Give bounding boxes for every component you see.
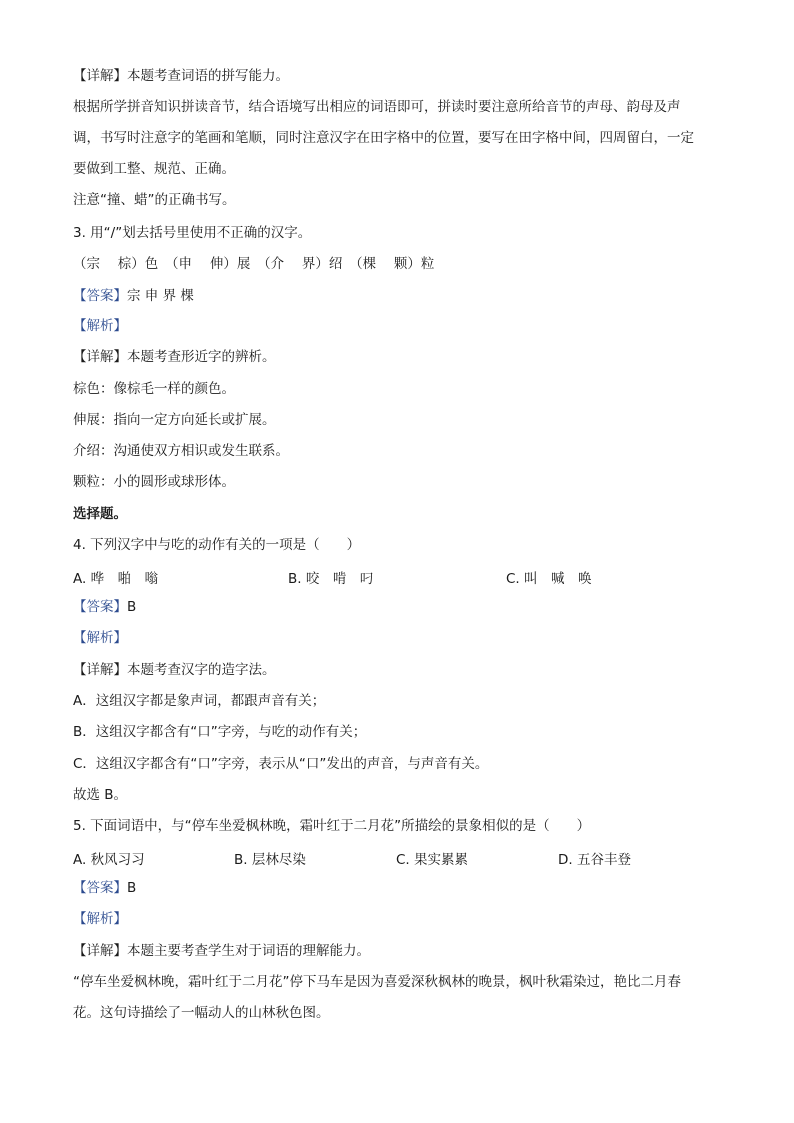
detail-tag: 【详解】 [73, 349, 127, 365]
answer-text: B [127, 599, 137, 615]
q2-para-line-2: 调，书写时注意字的笔画和笔顺，同时注意汉字在田字格中的位置，要写在田字格中间，四周留白，一定 [73, 130, 694, 146]
answer-text: 宗 申 界 棵 [127, 288, 194, 304]
q3-analysis-tag: 【解析】 [73, 318, 127, 334]
detail-tag: 【详解】 [73, 68, 127, 84]
q3-choices: （宗 棕）色 （申 伸）展 （介 界）绍 （棵 颗）粒 [73, 256, 435, 272]
detail-text: 本题考查形近字的辨析。 [127, 349, 276, 365]
q5-para-line-1: “停车坐爱枫林晚，霜叶红于二月花”停下马车是因为喜爱深秋枫林的晚景，枫叶秋霜染过，艳比二月春 [73, 974, 681, 990]
q4-conclusion: 故选 B。 [73, 787, 128, 803]
q5-option-b: B. 层林尽染 [234, 852, 306, 868]
q4-explanation: B．这组汉字都含有“口”字旁，与吃的动作有关； [73, 724, 367, 740]
q5-option-a: A. 秋风习习 [73, 852, 145, 868]
q5-para-line-2: 花。这句诗描绘了一幅动人的山林秋色图。 [73, 1005, 330, 1021]
answer-text: B [127, 880, 137, 896]
q5-analysis-tag: 【解析】 [73, 911, 127, 927]
q2-para-line-3: 要做到工整、规范、正确。 [73, 161, 235, 177]
q5-detail-line [73, 942, 370, 960]
detail-tag: 【详解】 [73, 662, 127, 678]
detail-tag: 【详解】 [73, 943, 127, 959]
q2-para-line-1: 根据所学拼音知识拼读音节，结合语境写出相应的词语即可，拼读时要注意所给音节的声母、韵母及声 [73, 99, 681, 115]
q4-explanation: C．这组汉字都含有“口”字旁，表示从“口”发出的声音，与声音有关。 [73, 756, 489, 772]
detail-text: 本题考查汉字的造字法。 [127, 662, 276, 678]
q3-explanation: 伸展：指向一定方向延长或扩展。 [73, 412, 276, 428]
q4-detail-line [73, 661, 276, 679]
q3-explanation: 介绍：沟通使双方相识或发生联系。 [73, 443, 289, 459]
q2-detail-line [73, 67, 289, 85]
section-title: 选择题。 [73, 506, 127, 522]
q5-stem: 5. 下面词语中，与“停车坐爱枫林晚，霜叶红于二月花”所描绘的景象相似的是（ ） [73, 818, 591, 834]
answer-tag: 【答案】 [73, 288, 127, 304]
detail-text: 本题考查词语的拼写能力。 [127, 68, 289, 84]
q4-answer [73, 598, 136, 616]
q3-detail-line [73, 348, 276, 366]
q4-option-b: B. 咬 啃 叼 [288, 571, 374, 587]
q4-stem: 4. 下列汉字中与吃的动作有关的一项是（ ） [73, 537, 361, 553]
q5-answer [73, 879, 136, 897]
detail-text: 本题主要考查学生对于词语的理解能力。 [127, 943, 370, 959]
answer-tag: 【答案】 [73, 880, 127, 896]
q4-explanation: A．这组汉字都是象声词，都跟声音有关； [73, 693, 326, 709]
q3-stem: 3. 用“/”划去括号里使用不正确的汉字。 [73, 225, 312, 241]
q5-option-d: D. 五谷丰登 [558, 852, 631, 868]
q3-explanation: 颗粒：小的圆形或球形体。 [73, 474, 235, 490]
q5-option-c: C. 果实累累 [396, 852, 469, 868]
q4-analysis-tag: 【解析】 [73, 630, 127, 646]
q3-explanation: 棕色：像棕毛一样的颜色。 [73, 381, 235, 397]
q3-answer [73, 287, 194, 305]
q4-option-a: A. 哗 啪 嗡 [73, 571, 159, 587]
q4-option-c: C. 叫 喊 唤 [506, 571, 592, 587]
q2-note: 注意“撞、蜡”的正确书写。 [73, 192, 236, 208]
answer-tag: 【答案】 [73, 599, 127, 615]
